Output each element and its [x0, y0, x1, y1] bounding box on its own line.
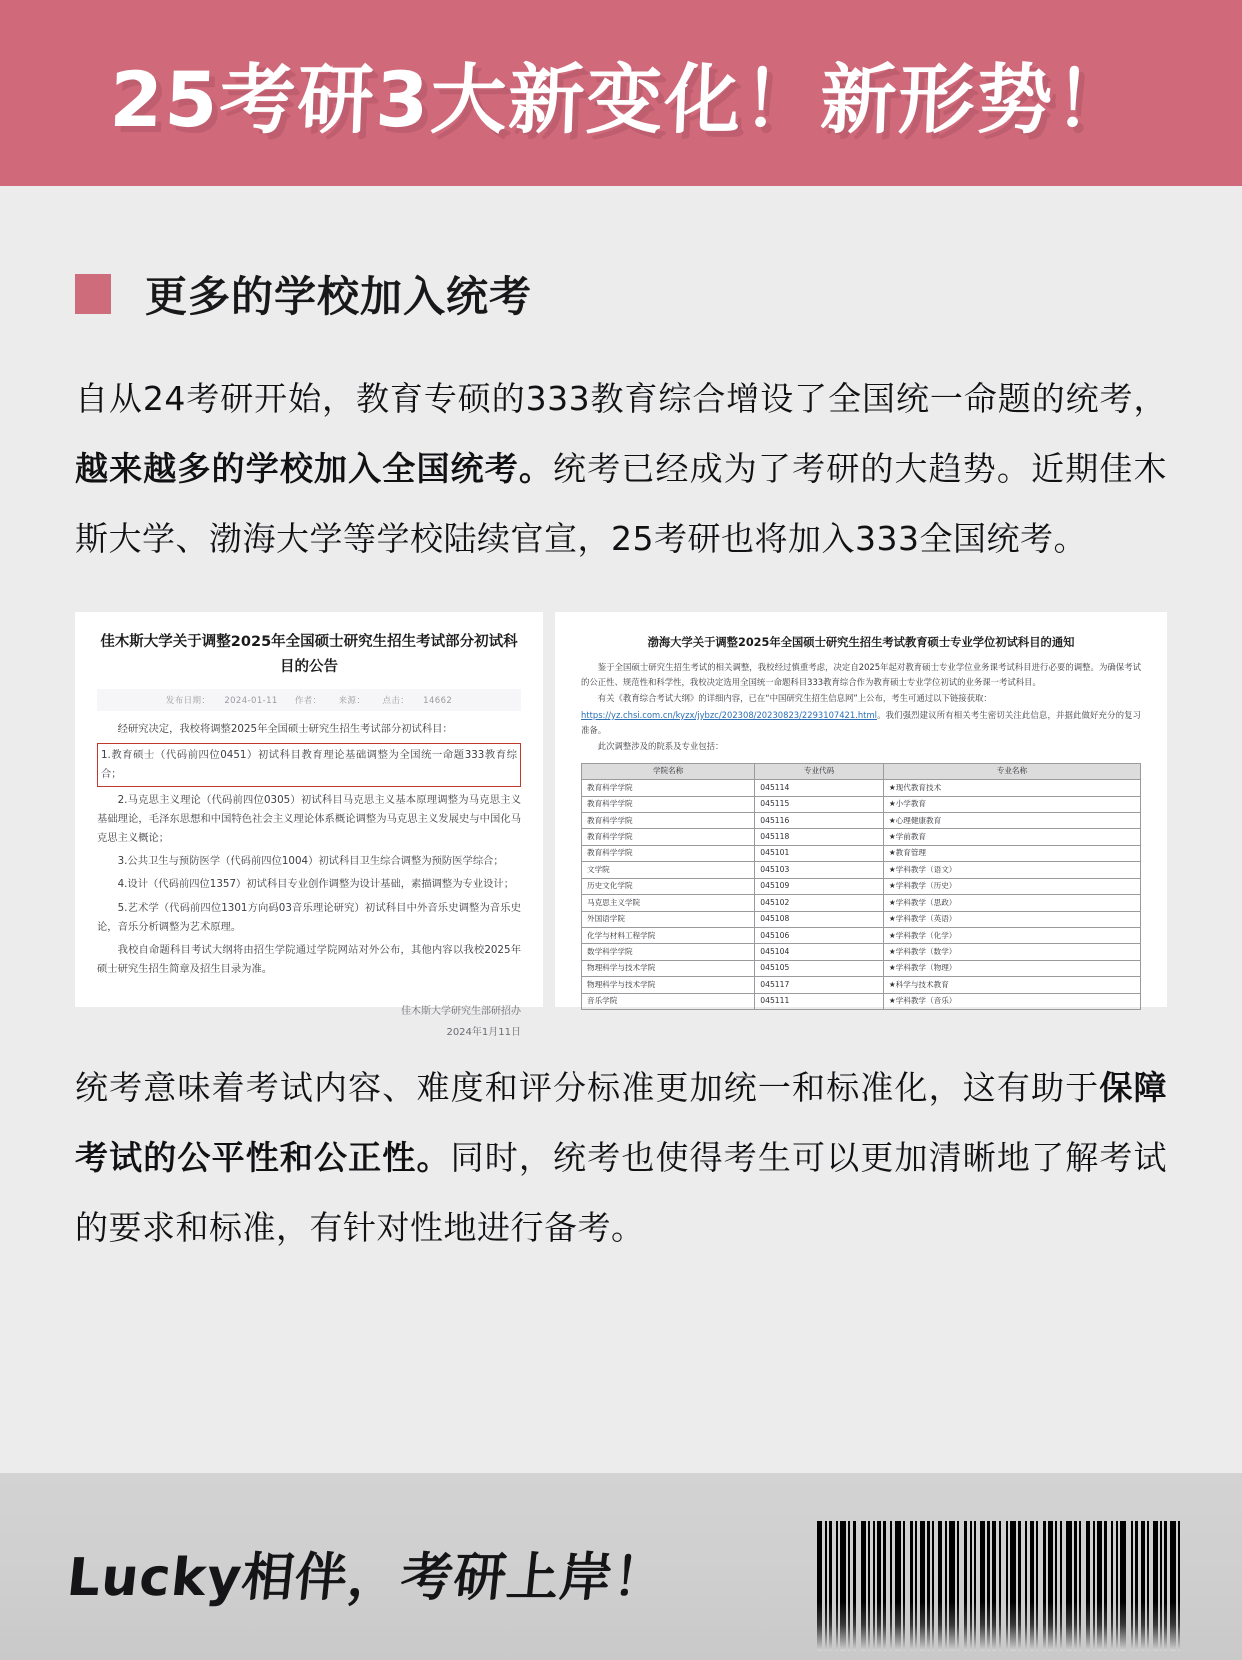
cell-code: 045102 [755, 895, 884, 911]
cell-college: 教育科学学院 [582, 796, 755, 812]
bohai-para-1: 鉴于全国硕士研究生招生考试的相关调整，我校经过慎重考虑，决定自2025年起对教育硕士专业学位业务课考试科目进行必要的调整。为确保考试的公正性、规范性和科学性，我校决定选用全国统一命题科目333教育综合作为教育硕士专业学位初试的业务课一考试科目。 [581, 661, 1141, 688]
cell-code: 045114 [755, 780, 884, 796]
cell-code: 045116 [755, 812, 884, 828]
jiamusi-announcement-card [75, 612, 543, 1038]
table-row [582, 796, 1141, 812]
cell-major: ★学科教学（思政） [883, 895, 1140, 911]
author-label: 作者： [294, 696, 322, 707]
cell-code: 045117 [755, 977, 884, 993]
intro-part-2: 统考已经成为了考研的大趋势。近期佳木斯大学、渤海大学等学校陆续官宣，25考研也将加入333全国统考。 [75, 448, 1168, 558]
table-row [582, 928, 1141, 944]
table-row [582, 878, 1141, 894]
cell-major: ★学科教学（音乐） [883, 993, 1140, 1009]
hits-label: 点击： [382, 696, 410, 707]
cell-code: 045106 [755, 928, 884, 944]
cell-major: ★教育管理 [883, 845, 1140, 861]
cell-college: 教育科学学院 [582, 829, 755, 845]
col-major-name: 专业名称 [883, 763, 1140, 779]
jiamusi-item-2: 2.马克思主义理论（代码前四位0305）初试科目马克思主义基本原理调整为马克思主义基础理论，毛泽东思想和中国特色社会主义理论体系概论调整为马克思主义发展史与中国化马克思主义概论； [97, 794, 521, 845]
cell-major: ★小学教育 [883, 796, 1140, 812]
majors-table [581, 763, 1141, 1011]
jiamusi-closing: 我校自命题科目考试大纲将由招生学院通过学院网站对外公布，其他内容以我校2025年硕士研究生招生简章及招生目录为准。 [97, 943, 521, 975]
conclusion-part-1: 统考意味着考试内容、难度和评分标准更加统一和标准化，这有助于 [75, 1067, 1100, 1107]
cell-college: 教育科学学院 [582, 812, 755, 828]
publish-date: 2024-01-11 [224, 696, 278, 707]
bohai-para-2 [581, 691, 1141, 706]
conclusion-bold: 保障考试的公平性和公正性。 [75, 1067, 1168, 1177]
footer-slogan: Lucky相伴，考研上岸！ [64, 1548, 670, 1608]
cell-major: ★学科教学（历史） [883, 878, 1140, 894]
cell-code: 045111 [755, 993, 884, 1009]
cell-college: 物理科学与技术学院 [582, 977, 755, 993]
intro-part-1: 自从24考研开始，教育专硕的333教育综合增设了全国统一命题的统考， [75, 379, 1167, 418]
bohai-announcement-card [555, 612, 1167, 1007]
barcode-icon [817, 1521, 1207, 1651]
jiamusi-title: 佳木斯大学关于调整2025年全国硕士研究生招生考试部分初试科目的公告 [100, 633, 518, 675]
jiamusi-signature [97, 1001, 521, 1043]
col-major-code: 专业代码 [755, 763, 884, 779]
bohai-title: 渤海大学关于调整2025年全国硕士研究生招生考试教育硕士专业学位初试科目的通知 [647, 635, 1075, 649]
publish-label: 发布日期： [165, 696, 211, 707]
bohai-body [581, 660, 1141, 755]
table-row [582, 944, 1141, 960]
cell-college: 音乐学院 [582, 993, 755, 1009]
cell-major: ★学科教学（物理） [883, 960, 1140, 976]
cell-major: ★学科教学（英语） [883, 911, 1140, 927]
conclusion-part-2: 同时，统考也使得考生可以更加清晰地了解考试的要求和标准，有针对性地进行备考。 [75, 1137, 1168, 1247]
cell-college: 数学科学学院 [582, 944, 755, 960]
majors-table-body [582, 780, 1141, 1010]
section-heading [75, 264, 1167, 324]
cell-major: ★科学与技术教育 [883, 977, 1140, 993]
table-row [582, 845, 1141, 861]
cell-code: 045115 [755, 796, 884, 812]
footer-banner [0, 1473, 1242, 1660]
chsi-link[interactable]: https://yz.chsi.com.cn/kyzx/jybzc/202308/20230823/2293107421.html [581, 709, 877, 720]
cell-college: 化学与材料工程学院 [582, 928, 755, 944]
cell-college: 文学院 [582, 862, 755, 878]
cell-major: ★学科教学（数学） [883, 944, 1140, 960]
cell-college: 教育科学学院 [582, 845, 755, 861]
table-row [582, 977, 1141, 993]
table-row [582, 862, 1141, 878]
cell-college: 外国语学院 [582, 911, 755, 927]
source-label: 来源： [338, 696, 366, 707]
cell-college: 历史文化学院 [582, 878, 755, 894]
table-row [582, 829, 1141, 845]
cell-code: 045118 [755, 829, 884, 845]
document-screenshots [75, 612, 1167, 1038]
section-title: 更多的学校加入统考 [145, 272, 533, 321]
jiamusi-item-1-highlighted: 1.教育硕士（代码前四位0451）初试科目教育理论基础调整为全国统一命题333教育综合； [97, 743, 521, 787]
cell-code: 045108 [755, 911, 884, 927]
cell-college: 物理科学与技术学院 [582, 960, 755, 976]
square-bullet-icon [75, 274, 111, 314]
table-row [582, 960, 1141, 976]
jiamusi-item-5: 5.艺术学（代码前四位1301方向码03音乐理论研究）初试科目中外音乐史调整为音乐史论，音乐分析调整为艺术原理。 [97, 901, 521, 933]
bohai-para-2-pre: 有关《教育综合考试大纲》的详细内容，已在“中国研究生招生信息网”上公布，考生可通过以下链接获取： [597, 693, 992, 704]
intro-bold: 越来越多的学校加入全国统考。 [75, 448, 554, 488]
jiamusi-lead: 经研究决定，我校将调整2025年全国硕士研究生招生考试部分初试科目： [117, 723, 453, 736]
cell-major: ★学科教学（化学） [883, 928, 1140, 944]
cell-code: 045101 [755, 845, 884, 861]
cell-major: ★学科教学（语文） [883, 862, 1140, 878]
bohai-para-2-post: 。我们强烈建议所有相关考生密切关注此信息，并据此做好充分的复习准备。 [581, 709, 1141, 736]
jiamusi-meta [97, 689, 521, 711]
cell-major: ★心理健康教育 [883, 812, 1140, 828]
bohai-para-3: 此次调整涉及的院系及专业包括： [597, 741, 724, 752]
table-row [582, 895, 1141, 911]
cell-college: 教育科学学院 [582, 780, 755, 796]
jiamusi-item-4: 4.设计（代码前四位1357）初试科目专业创作调整为设计基础，素描调整为专业设计； [117, 878, 515, 891]
page-title: 25考研3大新变化！新形势！ [107, 54, 1134, 144]
table-row [582, 911, 1141, 927]
jiamusi-sign-org: 佳木斯大学研究生部研招办 [401, 1005, 521, 1017]
col-college: 学院名称 [582, 763, 755, 779]
cell-code: 045104 [755, 944, 884, 960]
cell-major: ★现代教育技术 [883, 780, 1140, 796]
table-row [582, 812, 1141, 828]
hits-value: 14662 [423, 696, 453, 707]
main-content [0, 186, 1242, 1473]
header-banner [0, 0, 1242, 186]
cell-college: 马克思主义学院 [582, 895, 755, 911]
cell-code: 045105 [755, 960, 884, 976]
table-row [582, 780, 1141, 796]
jiamusi-sign-date: 2024年1月11日 [446, 1026, 521, 1038]
cell-code: 045109 [755, 878, 884, 894]
conclusion-paragraph [75, 1053, 1167, 1263]
majors-table-header-row [582, 763, 1141, 779]
cell-major: ★学前教育 [883, 829, 1140, 845]
intro-paragraph [75, 364, 1167, 574]
jiamusi-body [97, 720, 521, 979]
cell-code: 045103 [755, 862, 884, 878]
jiamusi-item-3: 3.公共卫生与预防医学（代码前四位1004）初试科目卫生综合调整为预防医学综合； [117, 855, 504, 868]
bohai-link-line [581, 708, 1141, 739]
table-row [582, 993, 1141, 1009]
